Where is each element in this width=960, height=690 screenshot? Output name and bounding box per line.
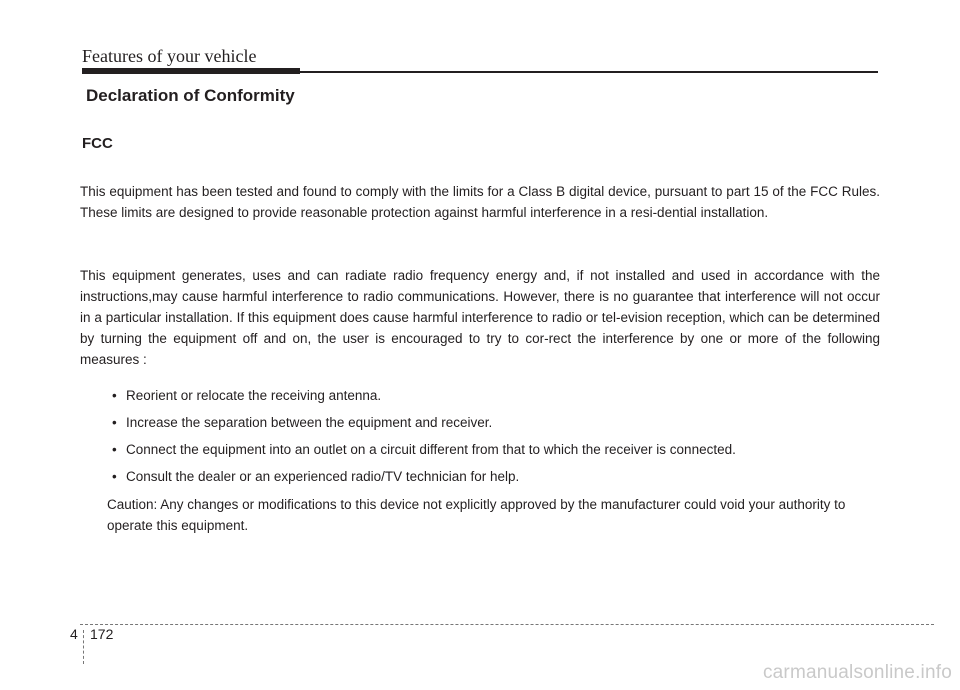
watermark: carmanualsonline.info [762,662,952,683]
list-item [112,413,892,440]
fcc-subheading: FCC [82,135,113,152]
list-item-text: Increase the separation between the equipment and receiver. [126,415,493,430]
header-rule-thick [82,68,300,74]
bullet-icon: • [112,415,117,430]
list-item-text: Reorient or relocate the receiving antenna. [126,388,382,403]
list-item [112,467,892,494]
footer-divider [83,630,84,664]
bullet-icon: • [112,388,117,403]
list-item-text: Connect the equipment into an outlet on a circuit different from that to which the receiver is connected. [126,442,736,457]
bullet-icon: • [112,469,117,484]
caution-note: Caution: Any changes or modifications to this device not explicitly approved by the manufacturer could void your authority to operate this equipment. [107,497,846,533]
list-item-text: Consult the dealer or an experienced radio/TV technician for help. [126,469,520,484]
paragraph-compliance: This equipment has been tested and found to comply with the limits for a Class B digital device, pursuant to part 15 of the FCC Rules. These limits are designed to provide reasonable protection against harmful interference in a resi-dential installation. [80,184,880,220]
measures-list [112,386,892,494]
footer-rule [80,624,934,625]
page-number: 172 [90,626,114,642]
chapter-number: 4 [70,626,78,642]
page-title: Declaration of Conformity [86,86,295,105]
bullet-icon: • [112,442,117,457]
list-item [112,386,892,413]
header-rule-thin [300,71,878,73]
list-item [112,440,892,467]
running-header: Features of your vehicle [82,46,257,66]
paragraph-interference: This equipment generates, uses and can radiate radio frequency energy and, if not installed and used in accordance with the instructions,may cause harmful interference to radio communications. However, there is no guarantee that interference will not occur in a particular installation. If this equipment does cause harmful interference to radio or tel-evision reception, which can be determined by turning the equipment off and on, the user is encouraged to try to cor-rect the interference by one or more of the following measures : [80,268,880,367]
